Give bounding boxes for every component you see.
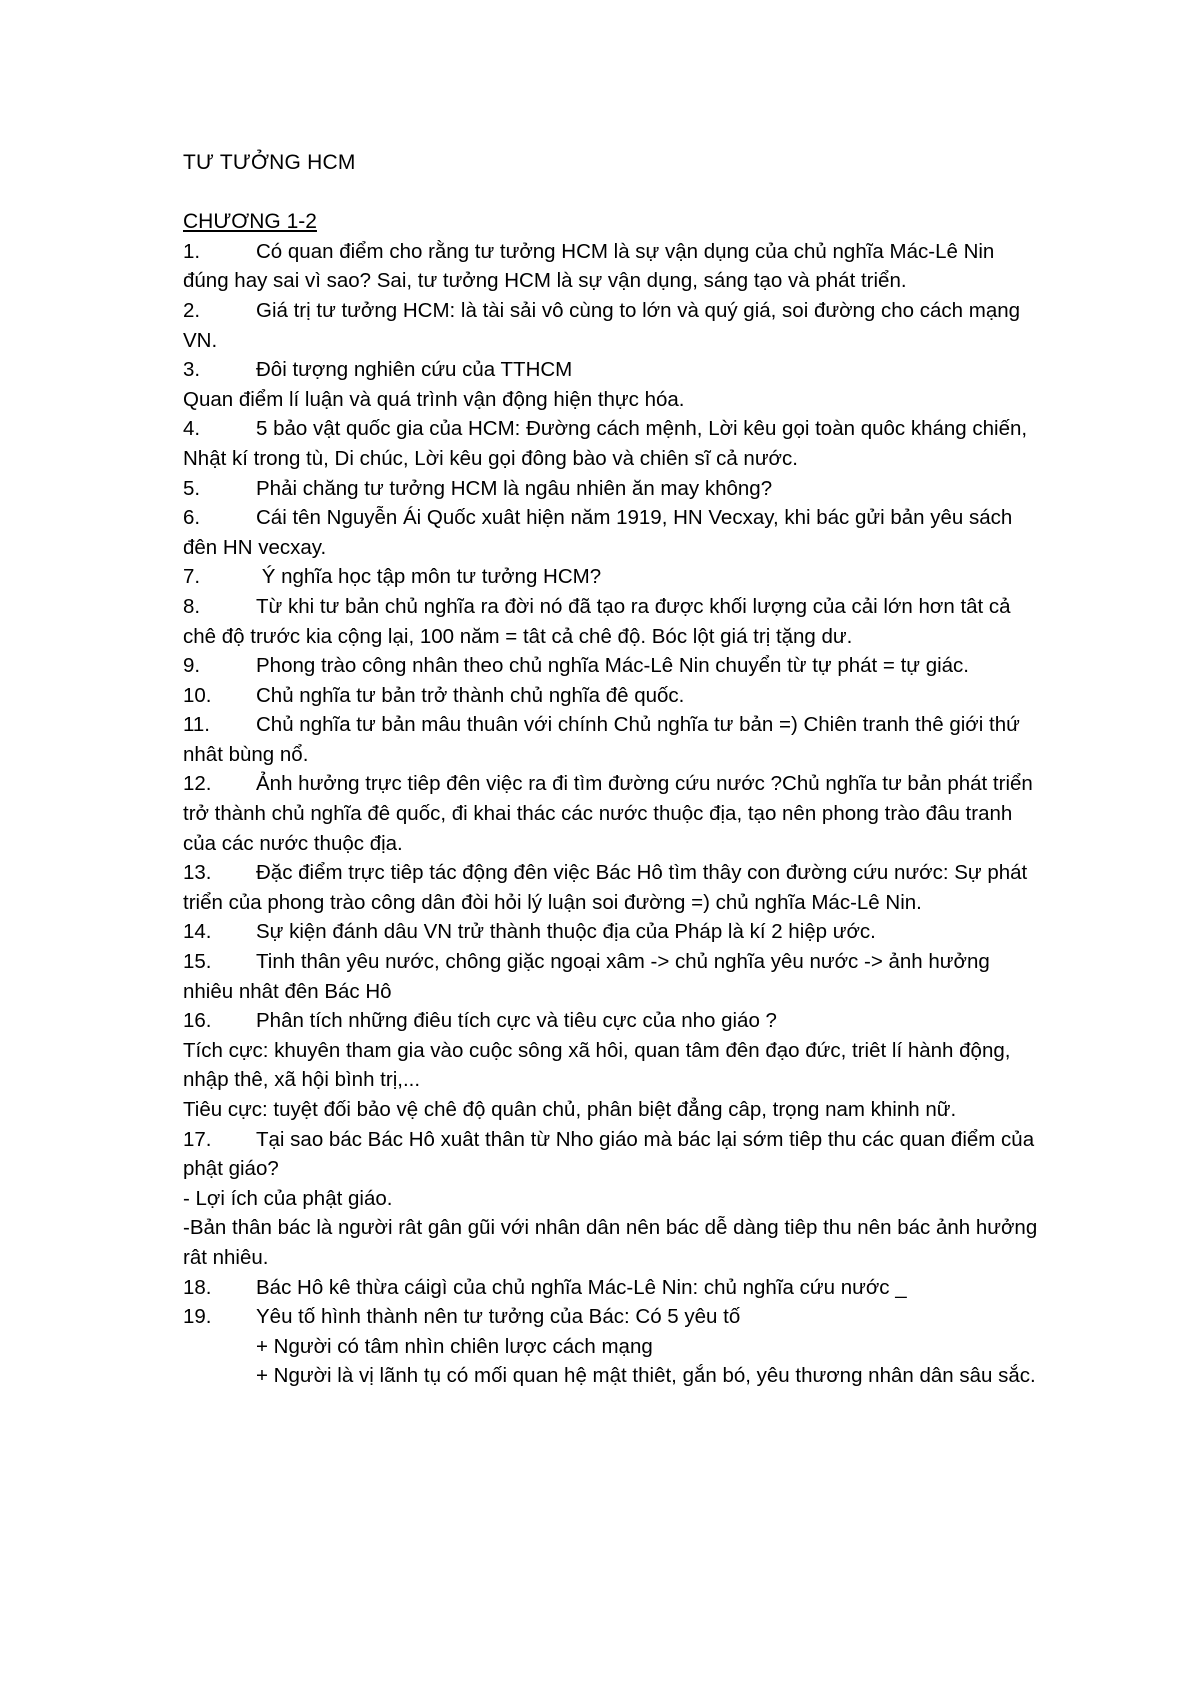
paragraph-number: 19. (183, 1305, 212, 1329)
paragraph-text: Giá trị tư tưởng HCM: là tài sải vô cùng to lớn và quý giá, soi đường cho cách mạng VN. (183, 298, 1021, 352)
paragraph-text: Phải chăng tư tưởng HCM là ngâu nhiên ăn may không? (256, 476, 773, 500)
paragraph-number: 13. (183, 861, 212, 885)
paragraph-text: Phong trào công nhân theo chủ nghĩa Mác-Lê Nin chuyển từ tự phát = tự giác. (256, 654, 969, 678)
paragraph-number: 14. (183, 920, 212, 944)
paragraph (183, 414, 1043, 473)
paragraph-number: 17. (183, 1127, 212, 1151)
paragraph-text: Cái tên Nguyễn Ái Quốc xuât hiện năm 1919, HN Vecxay, khi bác gửi bản yêu sách đên HN vecxay. (183, 506, 1013, 559)
paragraph-number: 8. (183, 594, 201, 618)
paragraph (183, 1125, 1043, 1184)
paragraph-text: Đôi tượng nghiên cứu của TTHCM (256, 358, 573, 382)
paragraph (183, 947, 1043, 1006)
paragraph (183, 592, 1043, 651)
paragraph (183, 858, 1043, 917)
paragraph-number: 12. (183, 772, 212, 796)
paragraph-text: Tinh thân yêu nước, chông giặc ngoại xâm -> chủ nghĩa yêu nước -> ảnh hưởng nhiêu nhât đên Bác Hô (183, 950, 990, 1003)
sub-item-list (183, 1332, 1043, 1391)
paragraph-text: Ảnh hưởng trực tiêp đên việc ra đi tìm đường cứu nước ?Chủ nghĩa tư bản phát triển trở thành chủ nghĩa đê quốc, đi khai thác các nước thuộc địa, tạo nên phong trào đâu tranh của các nước thuộc địa. (183, 772, 1033, 855)
sub-item: + Người có tâm nhìn chiên lược cách mạng (256, 1334, 653, 1358)
paragraph (183, 1095, 1043, 1125)
paragraph-text: Chủ nghĩa tư bản trở thành chủ nghĩa đê quốc. (256, 683, 685, 707)
paragraph-text: Tiêu cực: tuyệt đối bảo vệ chê độ quân chủ, phân biệt đẳng câp, trọng nam khinh nữ. (183, 1098, 957, 1121)
paragraph-number: 3. (183, 358, 201, 382)
paragraph-text: Phân tích những điêu tích cực và tiêu cực của nho giáo ? (256, 1009, 777, 1033)
paragraph-text: Chủ nghĩa tư bản mâu thuân với chính Chủ nghĩa tư bản =) Chiên tranh thê giới thứ nhât bùng nổ. (183, 713, 1020, 766)
paragraph-text: Ý nghĩa học tập môn tư tưởng HCM? (256, 565, 602, 589)
paragraph-number: 9. (183, 654, 201, 678)
paragraph-number: 16. (183, 1009, 212, 1033)
paragraph-number: 15. (183, 950, 212, 974)
paragraph-text: Quan điểm lí luận và quá trình vận động hiện thực hóa. (183, 387, 685, 411)
paragraph-text: -Bản thân bác là người rât gân gũi với nhân dân nên bác dễ dàng tiêp thu nên bác ảnh hưởng rât nhiêu. (183, 1216, 1038, 1269)
paragraph (183, 1302, 1043, 1332)
document-content (183, 148, 1043, 1391)
paragraph-number: 4. (183, 417, 201, 441)
paragraph-text: Tích cực: khuyên tham gia vào cuộc sông xã hôi, quan tâm đên đạo đức, triêt lí hành động, nhập thê, xã hội bình trị,... (183, 1038, 1011, 1092)
paragraph (183, 1184, 1043, 1214)
paragraph-text: 5 bảo vật quốc gia của HCM: Đường cách mệnh, Lời kêu gọi toàn quôc kháng chiến, Nhật kí trong tù, Di chúc, Lời kêu gọi đông bào và chiên sĩ cả nước. (183, 417, 1028, 470)
paragraph-number: 5. (183, 476, 201, 500)
paragraph (183, 237, 1043, 296)
document-title: TƯ TƯỞNG HCM (183, 151, 356, 174)
paragraph-number: 10. (183, 683, 212, 707)
paragraph-number: 2. (183, 298, 201, 322)
paragraph-number: 11. (183, 713, 210, 737)
paragraph (183, 1036, 1043, 1095)
paragraph (183, 474, 1043, 504)
paragraph (183, 296, 1043, 355)
sub-item: + Người là vị lãnh tụ có mối quan hệ mật thiêt, gắn bó, yêu thương nhân dân sâu sắc. (256, 1364, 1036, 1388)
paragraph (183, 710, 1043, 769)
paragraph-number: 1. (183, 239, 201, 263)
paragraph-text: Đặc điểm trực tiêp tác động đên việc Bác Hô tìm thây con đường cứu nước: Sự phát triển của phong trào công dân đòi hỏi lý luận soi đường =) chủ nghĩa Mác-Lê Nin. (183, 861, 1028, 914)
chapter-heading: CHƯƠNG 1-2 (183, 210, 317, 234)
paragraph (183, 917, 1043, 947)
paragraph (183, 681, 1043, 711)
paragraph-text: Yêu tố hình thành nên tư tưởng của Bác: Có 5 yêu tố (256, 1305, 741, 1329)
paragraph-text: Sự kiện đánh dâu VN trử thành thuộc địa của Pháp là kí 2 hiệp ước. (256, 920, 876, 944)
paragraph (183, 1273, 1043, 1303)
paragraph (183, 562, 1043, 592)
paragraph (183, 1006, 1043, 1036)
paragraph (183, 1213, 1043, 1272)
paragraph-number: 6. (183, 506, 201, 530)
paragraph (183, 385, 1043, 415)
paragraph-text: - Lợi ích của phật giáo. (183, 1186, 393, 1210)
paragraph-text: Từ khi tư bản chủ nghĩa ra đời nó đã tạo ra được khối lượng của cải lớn hơn tât cả chê độ trước kia cộng lại, 100 năm = tât cả chê độ. Bóc lột giá trị tặng dư. (183, 594, 1011, 648)
paragraph (183, 651, 1043, 681)
paragraph-text: Bác Hô kê thừa cáigì của chủ nghĩa Mác-Lê Nin: chủ nghĩa cứu nước _ (256, 1275, 907, 1299)
paragraph-text: Có quan điểm cho rằng tư tưởng HCM là sự vận dụng của chủ nghĩa Mác-Lê Nin đúng hay sai vì sao? Sai, tư tưởng HCM là sự vận dụng, sáng tạo và phát triển. (183, 239, 995, 293)
paragraph-number: 18. (183, 1275, 212, 1299)
paragraph (183, 503, 1043, 562)
paragraph-list (183, 237, 1043, 1332)
paragraph-number: 7. (183, 565, 201, 589)
paragraph-text: Tại sao bác Bác Hô xuât thân từ Nho giáo mà bác lại sớm tiêp thu các quan điểm của phật giáo? (183, 1127, 1035, 1181)
paragraph (183, 355, 1043, 385)
paragraph (183, 769, 1043, 858)
